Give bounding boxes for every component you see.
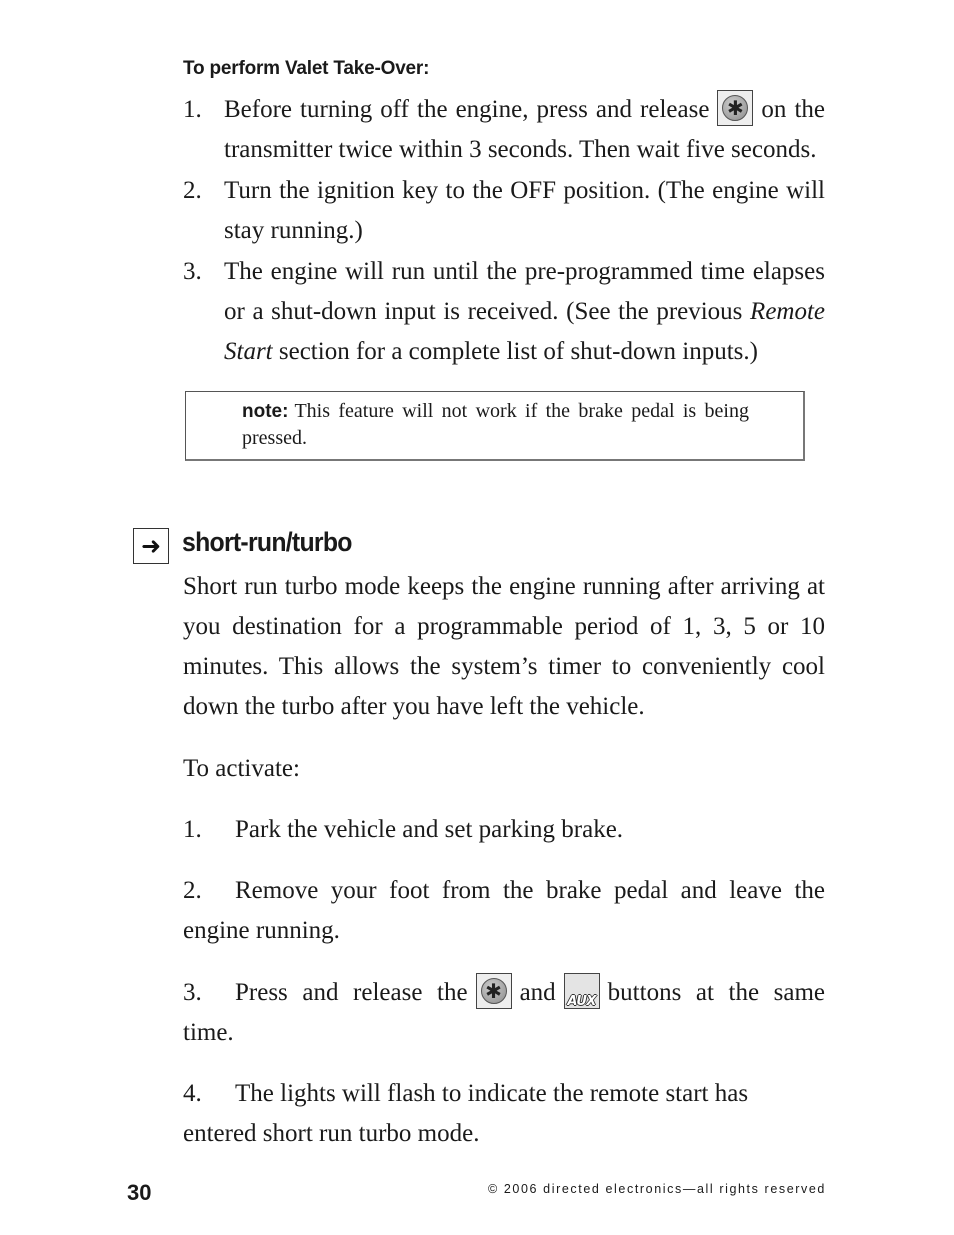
intro-paragraph: Short run turbo mode keeps the engine running after arriving at you destination for a programmable period of 1, 3, 5 or 10 minutes. This allows the system’s timer to conveniently cool down the turbo after you have left the vehicle. — [183, 573, 825, 720]
remote-start-ref: Remote Start — [224, 298, 826, 365]
page-number: 30 — [127, 1180, 152, 1205]
step-text: The lights will flash to indicate the remote start has entered short run turbo mode. — [183, 1080, 749, 1147]
step-text: Remove your foot from the brake pedal and leave the engine running. — [183, 877, 825, 944]
step-text: Park the vehicle and set parking brake. — [235, 816, 624, 843]
activate-step-1 — [183, 810, 825, 850]
arrow-icon: ➜ — [133, 528, 169, 564]
star-button-icon: ✱ — [717, 90, 753, 126]
note-text: This feature will not work if the brake pedal is being pressed. — [242, 400, 749, 449]
note-label: note: — [242, 401, 289, 422]
activate-step-4 — [183, 1074, 825, 1154]
copyright-notice: © 2006 directed electronics—all rights reserved — [487, 1182, 826, 1196]
step-number: 4. — [183, 1080, 202, 1107]
star-button-icon: ✱ — [476, 973, 512, 1009]
step-number: 1. — [183, 816, 202, 843]
step-number: 3. — [183, 979, 202, 1006]
aux-button-icon: AUX — [564, 973, 600, 1009]
activate-step-2 — [183, 871, 825, 951]
valet-step-3 — [183, 252, 825, 372]
section-title: short-run/turbo — [182, 527, 352, 557]
step-number: 1. — [183, 96, 202, 123]
note-content — [242, 398, 749, 452]
note-box — [185, 391, 805, 461]
step-number: 3. — [183, 258, 202, 285]
activate-step-3: 3. Press and release the ✱ and AUX buttons at the same time. — [183, 973, 825, 1053]
step-text: Turn the ignition key to the OFF position. (The engine will stay running.) — [224, 177, 825, 244]
step-text: Before turning off the engine, press and release ✱ on the transmitter twice within 3 seconds. Then wait five seconds. — [224, 90, 825, 170]
valet-step-2 — [183, 171, 825, 251]
valet-step-1 — [183, 90, 825, 170]
step-text: The engine will run until the pre-programmed time elapses or a shut-down input is received. (See the previous Remote Start section for a complete list of shut-down inputs.) — [224, 258, 826, 365]
valet-takeover-heading: To perform Valet Take-Over: — [183, 58, 430, 79]
step-number: 2. — [183, 177, 202, 204]
activate-label: To activate: — [183, 755, 300, 782]
step-number: 2. — [183, 877, 202, 904]
